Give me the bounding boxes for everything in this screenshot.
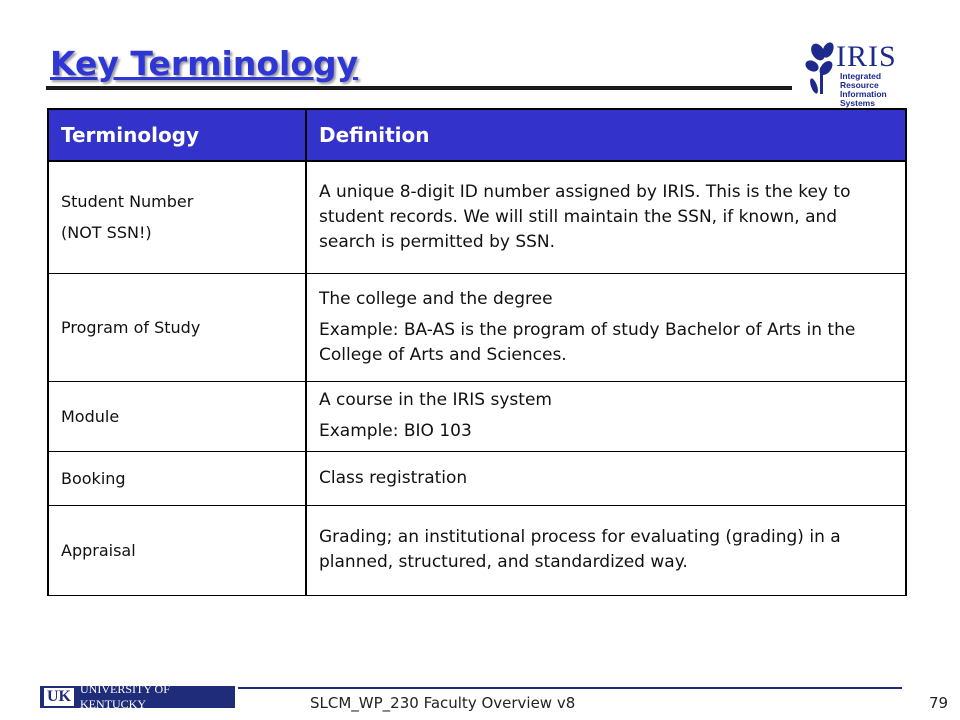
definition-cell [306, 161, 906, 273]
term-cell [48, 161, 306, 273]
definition-text: The college and the degree [319, 288, 553, 309]
term-text: Booking [61, 468, 126, 488]
table-row [48, 451, 906, 505]
terminology-table [47, 108, 907, 596]
definition-cell [306, 451, 906, 505]
table-header-row [48, 109, 906, 161]
table-row [48, 273, 906, 381]
term-text: Appraisal [61, 540, 136, 560]
university-name: UNIVERSITY OF KENTUCKY [80, 682, 170, 711]
definition-text: Example: BA-AS is the program of study Bachelor of Arts in the College of Arts and Sciences. [319, 319, 856, 365]
term-cell [48, 273, 306, 381]
header-definition: Definition [306, 109, 906, 161]
footer-divider [238, 687, 902, 689]
definition-text: A course in the IRIS system [319, 390, 552, 410]
term-text: Module [61, 406, 120, 426]
uk-mark: UK [44, 688, 74, 706]
table-row [48, 381, 906, 451]
definition-text: Class registration [319, 467, 468, 488]
definition-text: A unique 8-digit ID number assigned by IRIS. This is the key to student records. We will still maintain the SSN, if known, and search is permitted by SSN. [319, 181, 851, 252]
definition-cell [306, 505, 906, 595]
table-row [48, 505, 906, 595]
term-cell [48, 505, 306, 595]
definition-text: Grading; an institutional process for evaluating (grading) in a planned, structured, and standardized way. [319, 527, 841, 572]
header-terminology: Terminology [48, 109, 306, 161]
term-cell [48, 381, 306, 451]
term-cell [48, 451, 306, 505]
iris-logo-subtitle: Integrated Resource Information Systems [840, 71, 887, 108]
iris-logo-name: IRIS [836, 40, 897, 73]
term-text: Student Number [61, 192, 194, 212]
page-number: 79 [929, 694, 949, 712]
page-title: Key Terminology [50, 44, 359, 83]
definition-text: Example: BIO 103 [319, 421, 472, 441]
term-text: Program of Study [61, 317, 201, 337]
term-text: (NOT SSN!) [61, 223, 152, 243]
table-row [48, 161, 906, 273]
university-logo [40, 682, 235, 711]
definition-cell [306, 273, 906, 381]
title-divider [46, 86, 792, 90]
definition-cell [306, 381, 906, 451]
footer-document-title: SLCM_WP_230 Faculty Overview v8 [310, 694, 576, 712]
table-body [48, 161, 906, 595]
